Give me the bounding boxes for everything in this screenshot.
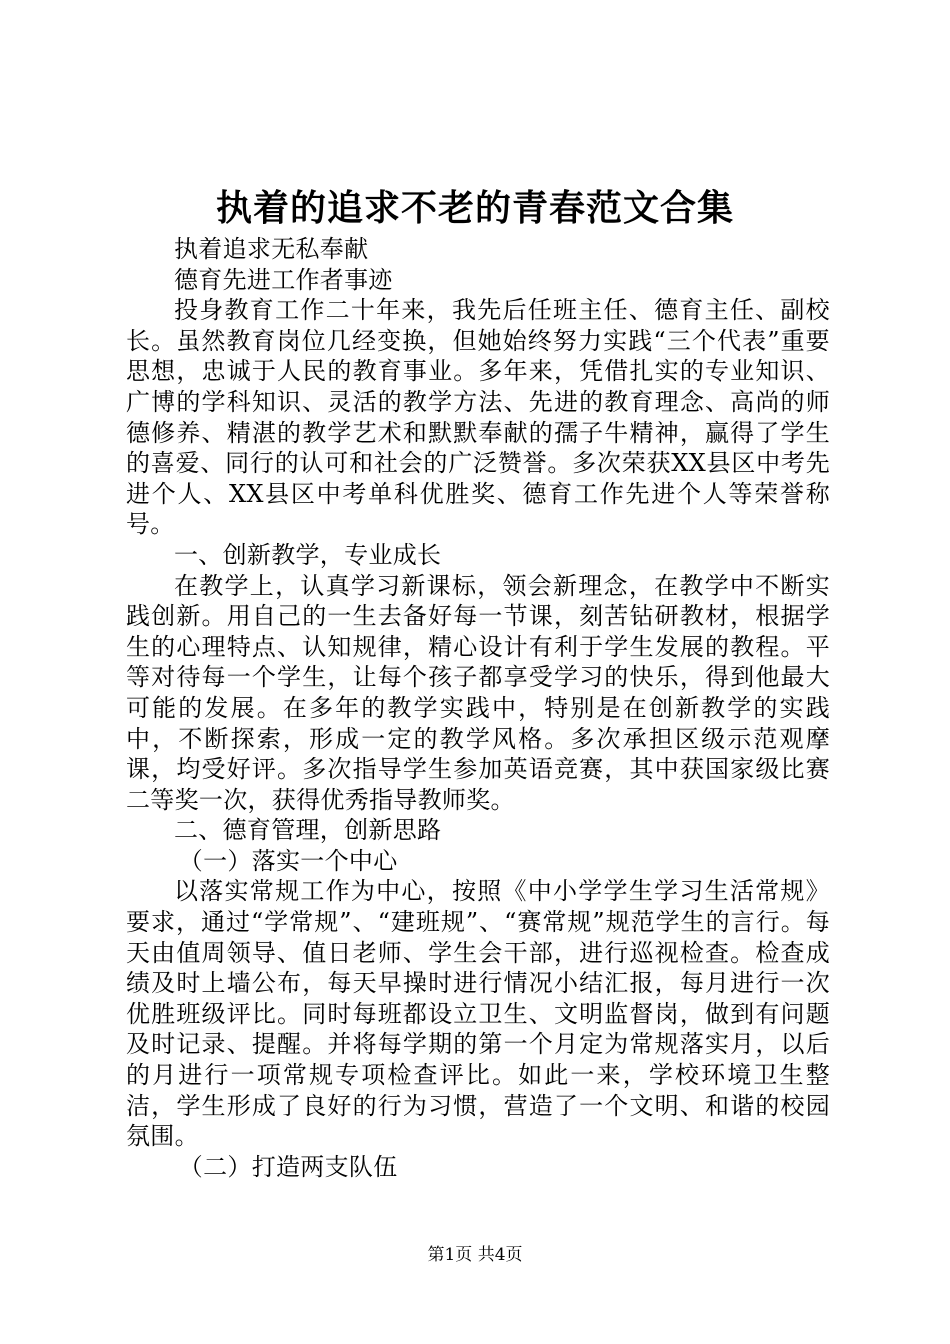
- paragraph-subtitle-2: 德育先进工作者事迹: [174, 265, 393, 294]
- document-title: 执着的追求不老的青春范文合集: [215, 187, 734, 229]
- section-heading-1: 一、创新教学，专业成长: [174, 540, 442, 569]
- document-body: [126, 234, 830, 1182]
- paragraph-teaching: 在教学上，认真学习新课标，领会新理念，在教学中不断实践创新。用自己的一生去备好每一节课，刻苦钻研教材，根据学生的心理特点、认知规律，精心设计有利于学生发展的教程。平等对待每一个学生，让每个孩子都享受学习的快乐，得到他最大可能的发展。在多年的教学实践中，特别是在创新教学的实践中，不断探索，形成一定的教学风格。多次承担区级示范观摩课，均受好评。多次指导学生参加英语竞赛，其中获国家级比赛二等奖一次，获得优秀指导教师奖。: [126, 571, 830, 814]
- subsection-heading-2: （二）打造两支队伍: [178, 1152, 398, 1181]
- paragraph-intro: 投身教育工作二十年来，我先后任班主任、德育主任、副校长。虽然教育岗位几经变换，但她始终努力实践“三个代表”重要思想，忠诚于人民的教育事业。多年来，凭借扎实的专业知识、广博的学科知识、灵活的教学方法、先进的教育理念、高尚的师德修养、精湛的教学艺术和默默奉献的孺子牛精神，赢得了学生的喜爱、同行的认可和社会的广泛赞誉。多次荣获XX县区中考先进个人、XX县区中考单科优胜奖、德育工作先进个人等荣誉称号。: [126, 296, 830, 539]
- section-heading-2: 二、德育管理，创新思路: [174, 816, 442, 845]
- paragraph-routine: 以落实常规工作为中心，按照《中小学学生学习生活常规》要求，通过“学常规”、“建班规”、“赛常规”规范学生的言行。每天由值周领导、值日老师、学生会干部，进行巡视检查。检查成绩及时上墙公布，每天早操时进行情况小结汇报，每月进行一次优胜班级评比。同时每班都设立卫生、文明监督岗，做到有问题及时记录、提醒。并将每学期的第一个月定为常规落实月，以后的月进行一项常规专项检查评比。如此一来，学校环境卫生整洁，学生形成了良好的行为习惯，营造了一个文明、和谐的校园氛围。: [126, 877, 830, 1151]
- subsection-heading-1: （一）落实一个中心: [178, 846, 398, 875]
- page-footer: 第1页 共4页: [427, 1245, 523, 1265]
- paragraph-subtitle-1: 执着追求无私奉献: [174, 235, 369, 263]
